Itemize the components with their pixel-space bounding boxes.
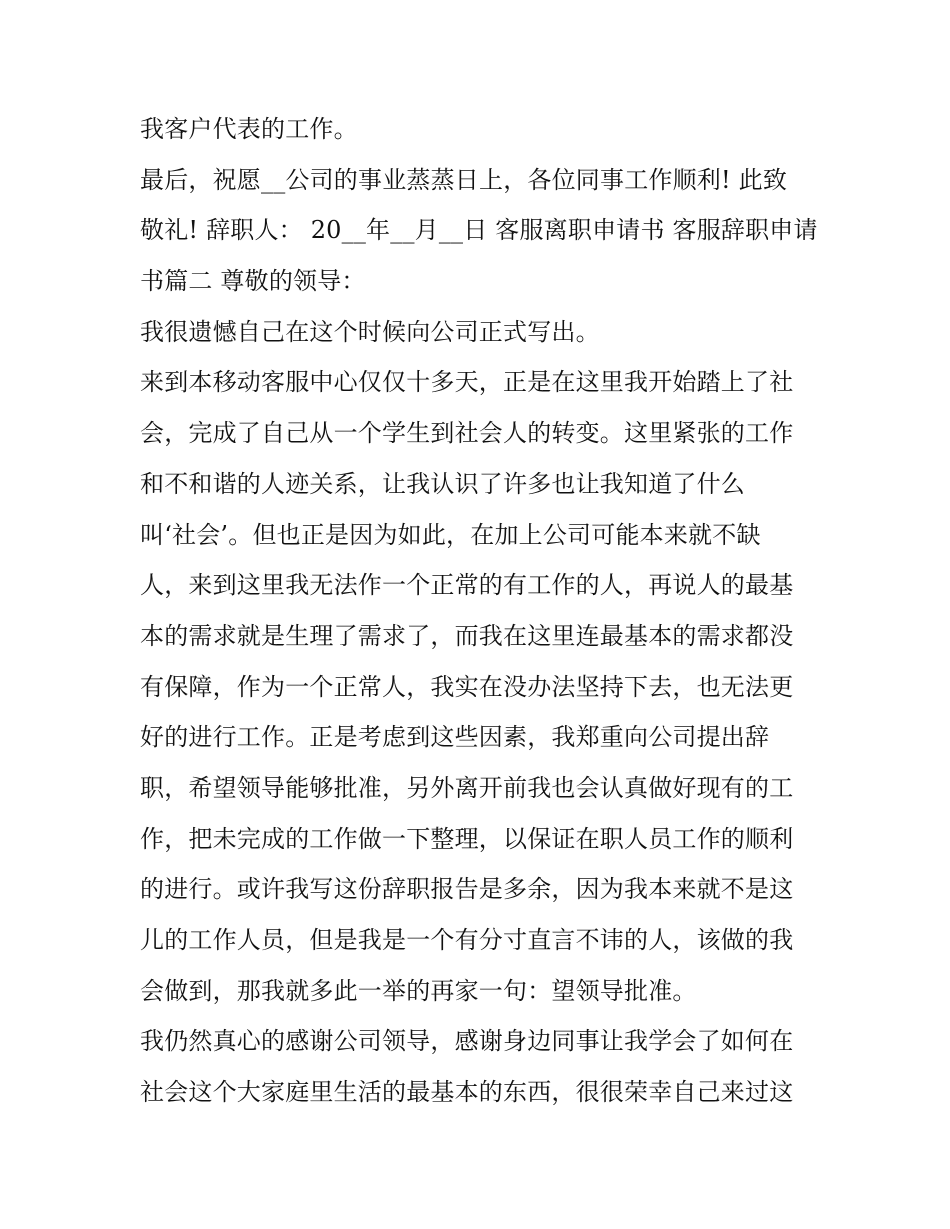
text-line: 书篇二 尊敬的领导： — [140, 267, 366, 296]
text-line: 好的进行工作。正是考虑到这些因素，我郑重向公司提出辞 — [140, 723, 770, 752]
text-line: 作，把未完成的工作做一下整理，以保证在职人员工作的顺利 — [140, 824, 794, 853]
text-line: 叫‘社会’。但也正是因为如此，在加上公司可能本来就不缺 — [140, 520, 761, 549]
text-line: 我很遗憾自己在这个时候向公司正式写出。 — [140, 317, 600, 346]
text-line: 我仍然真心的感谢公司领导，感谢身边同事让我学会了如何在 — [140, 1027, 794, 1056]
text-line: 儿的工作人员，但是我是一个有分寸直言不讳的人，该做的我 — [140, 926, 794, 954]
text-line: 最后，祝愿__公司的事业蒸蒸日上，各位同事工作顺利! 此致 — [140, 165, 788, 194]
text-line: 人，来到这里我无法作一个正常的有工作的人，再说人的最基 — [140, 571, 794, 600]
text-line: 社会这个大家庭里生活的最基本的东西，很很荣幸自己来过这 — [140, 1078, 794, 1107]
text-line: 来到本移动客服中心仅仅十多天，正是在这里我开始踏上了社 — [140, 368, 794, 397]
text-line: 敬礼! 辞职人： 20__年__月__日 客服离职申请书 客服辞职申请 — [140, 216, 818, 245]
text-line: 有保障，作为一个正常人，我实在没办法坚持下去，也无法更 — [140, 672, 794, 701]
text-line: 的进行。或许我写这份辞职报告是多余，因为我本来就不是这 — [140, 875, 794, 904]
text-line: 和不和谐的人迹关系，让我认识了许多也让我知道了什么 — [140, 469, 745, 498]
text-line: 会，完成了自己从一个学生到社会人的转变。这里紧张的工作 — [140, 419, 794, 448]
text-line: 职，希望领导能够批准，另外离开前我也会认真做好现有的工 — [140, 773, 794, 802]
text-line: 本的需求就是生理了需求了，而我在这里连最基本的需求都没 — [140, 621, 794, 650]
text-line: 会做到，那我就多此一举的再家一句：望领导批准。 — [140, 976, 697, 1005]
document-body — [140, 104, 820, 1118]
text-line: 我客户代表的工作。 — [140, 115, 358, 143]
